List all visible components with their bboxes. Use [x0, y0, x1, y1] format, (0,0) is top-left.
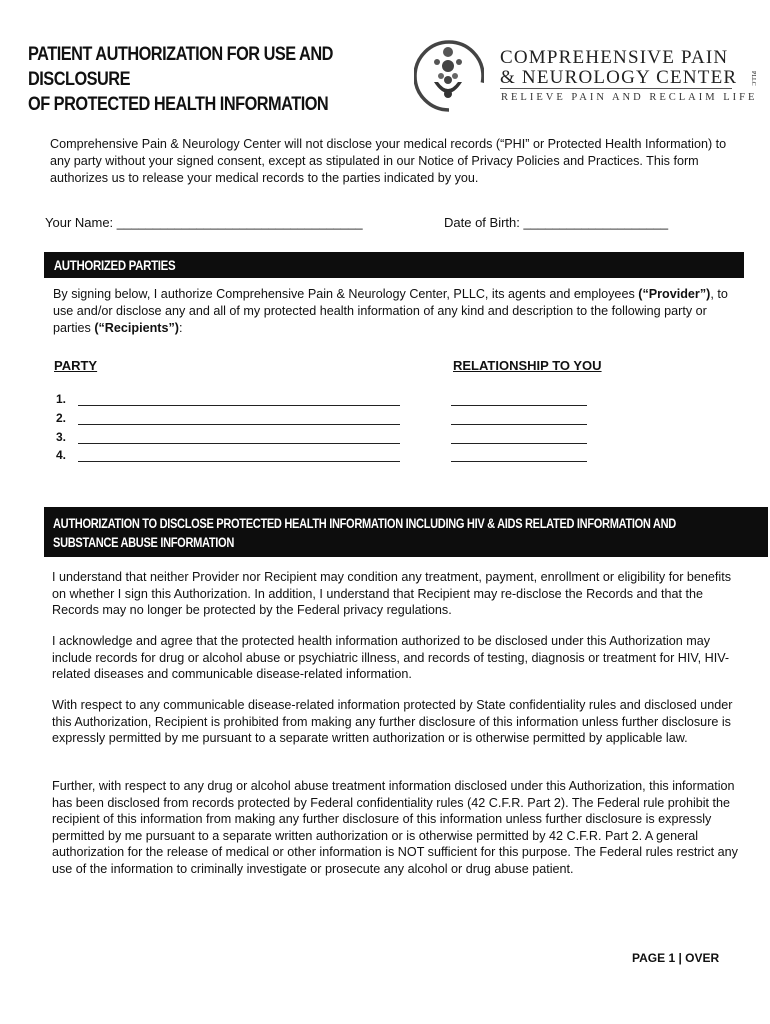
row-number: 4. [56, 448, 67, 462]
logo-tagline: RELIEVE PAIN AND RECLAIM LIFE [501, 92, 758, 103]
relationship-column-header: RELATIONSHIP TO YOU [453, 358, 602, 373]
party-input-line[interactable] [78, 424, 400, 425]
intro-paragraph: Comprehensive Pain & Neurology Center will not disclose your medical records (“PHI” or Protected Health Information) to any party without your signed consent, except as stipulated in our Notice of Privacy Policies and Practices. This form authorizes us to release your medical records to the parties indicated by you. [50, 137, 727, 185]
figure-logo-icon [414, 38, 484, 114]
disclosure-heading-line-1: AUTHORIZATION TO DISCLOSE PROTECTED HEALTH INFORMATION INCLUDING HIV & AIDS RELATED INFORMATION AND [53, 516, 676, 531]
disclosure-paragraph-1: I understand that neither Provider nor Recipient may condition any treatment, payment, enrollment or eligibility for benefits on whether I sign this Authorization. In addition, I understand that Recipient may re-disclose the Records and that the Records may no longer be protected by the Federal privacy regulations. [52, 570, 732, 618]
logo-divider [500, 88, 732, 89]
relationship-input-line[interactable] [451, 424, 587, 425]
name-field[interactable]: Your Name: __________________________________ [45, 215, 363, 230]
disclosure-heading [44, 507, 768, 557]
relationship-input-line[interactable] [451, 461, 587, 462]
party-row [56, 392, 616, 410]
logo-suffix: PLLC [750, 71, 757, 86]
disclosure-paragraph-3: With respect to any communicable disease-related information protected by State confidentiality rules and disclosed under this Authorization, Recipient is prohibited from making any further disclosure of this information unless further disclosure is expressly permitted by me pursuant to a separate written authorization or is otherwise permitted by applicable law. [52, 698, 733, 746]
disclosure-paragraph-2: I acknowledge and agree that the protected health information authorized to be disclosed under this Authorization may include records for drug or alcohol abuse or psychiatric illness, and records of testing, diagnosis or treatment for HIV, HIV-related diseases and communicable disease-related information. [52, 634, 730, 682]
logo-name [500, 48, 763, 88]
page-footer: PAGE 1 | OVER [632, 951, 720, 965]
row-number: 2. [56, 411, 67, 425]
authorized-parties-heading: AUTHORIZED PARTIES [44, 252, 744, 278]
authorization-paragraph: By signing below, I authorize Comprehensive Pain & Neurology Center, PLLC, its agents and employees (“Provider”), to use and/or disclose any and all of my protected health information of any kind and description to the following party or parties (“Recipients”): [53, 287, 728, 335]
party-row [56, 430, 616, 448]
party-row [56, 448, 616, 466]
party-column-header: PARTY [54, 358, 98, 373]
relationship-input-line[interactable] [451, 405, 587, 406]
disclosure-paragraph-4: Further, with respect to any drug or alcohol abuse treatment information disclosed under this Authorization, this information has been disclosed from records protected by Federal confidentiality rules (42 C.F.R. Part 2). The Federal rule prohibit the recipient of this information from making any further disclosure of this information unless further disclosure is expressly permitted by me pursuant to a separate written authorization or is otherwise permitted by 42 C.F.R. Part 2. A general authorization for the release of medical or other information is NOT sufficient for this purpose. The Federal rules restrict any use of the information to criminally investigate or prosecute any alcohol or drug abuse patient. [52, 779, 738, 876]
party-input-line[interactable] [78, 461, 400, 462]
logo-name-line-1: COMPREHENSIVE PAIN [500, 47, 729, 68]
title-line-2: OF PROTECTED HEALTH INFORMATION [28, 94, 329, 115]
disclosure-heading-line-2: SUBSTANCE ABUSE INFORMATION [53, 535, 234, 550]
party-input-line[interactable] [78, 443, 400, 444]
title-line-1: PATIENT AUTHORIZATION FOR USE AND DISCLOSURE [28, 44, 333, 90]
logo-name-line-2: & NEUROLOGY CENTER PLLC [500, 68, 763, 88]
party-row [56, 411, 616, 429]
row-number: 1. [56, 392, 67, 406]
dob-field[interactable]: Date of Birth: ____________________ [444, 215, 669, 230]
relationship-input-line[interactable] [451, 443, 587, 444]
document-title [28, 42, 355, 117]
row-number: 3. [56, 430, 67, 444]
party-input-line[interactable] [78, 405, 400, 406]
